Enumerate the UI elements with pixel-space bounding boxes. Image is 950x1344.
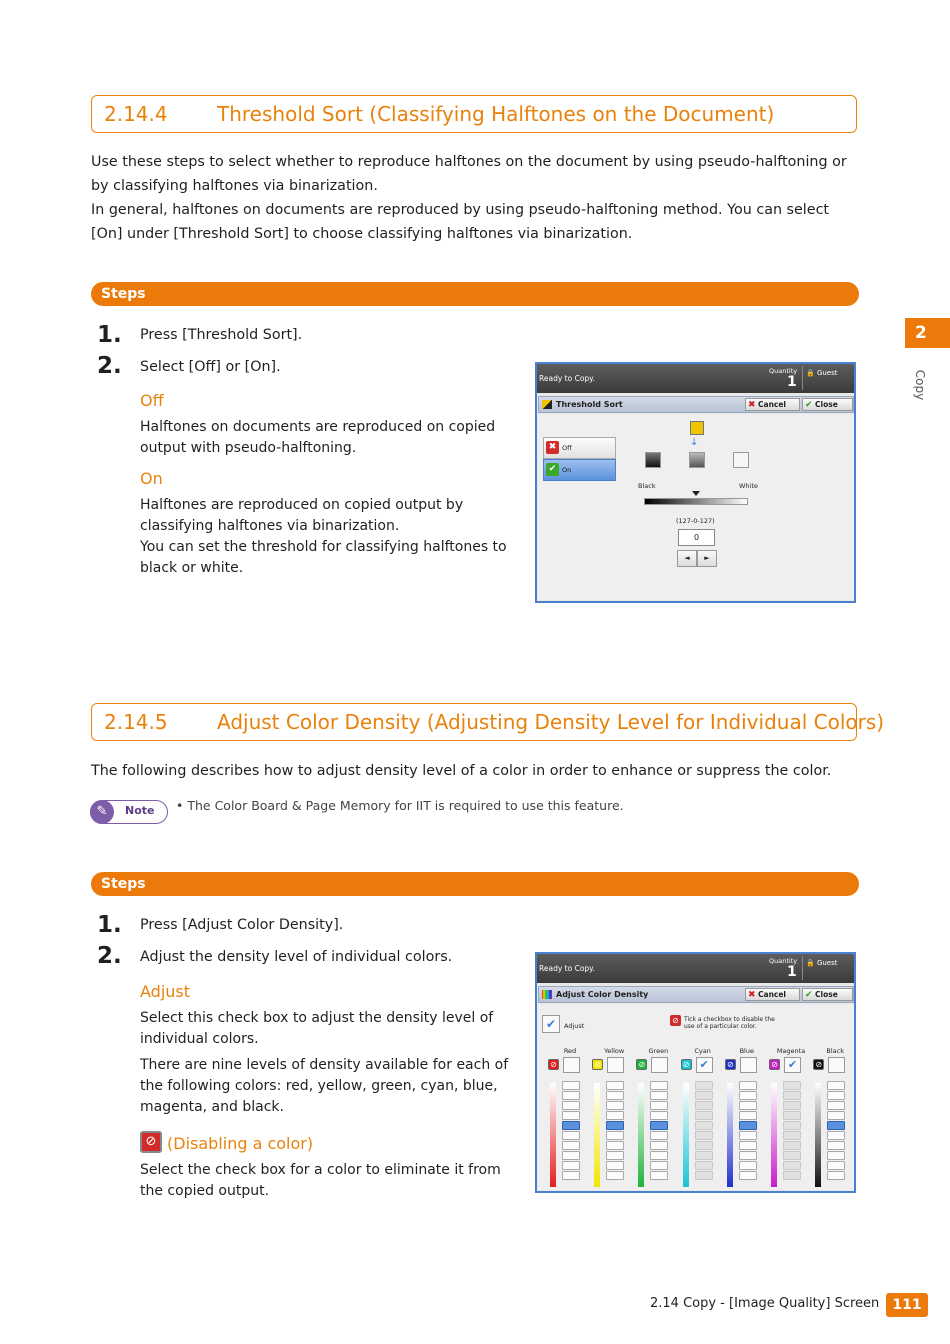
screen-title-bar [538,396,854,413]
density-level-button[interactable] [827,1161,845,1170]
screen-title: Threshold Sort [556,400,623,409]
density-level-button[interactable] [827,1151,845,1160]
option-title-on: On [140,469,163,488]
density-level-button[interactable] [739,1091,757,1100]
off-button[interactable] [543,437,616,459]
density-level-button[interactable] [562,1171,580,1180]
density-level-button[interactable] [606,1131,624,1140]
status-text: Ready to Copy. [539,374,595,383]
density-level-button[interactable] [783,1131,801,1140]
white-label: White [739,482,758,490]
density-level-button[interactable] [606,1081,624,1090]
chapter-label: Copy [913,369,928,401]
user-button[interactable] [802,956,852,980]
cancel-label: Cancel [758,400,787,409]
density-level-button[interactable] [562,1081,580,1090]
density-level-button[interactable] [606,1161,624,1170]
density-level-button[interactable] [695,1091,713,1100]
density-level-button[interactable] [650,1141,668,1150]
density-level-button[interactable] [739,1131,757,1140]
color-column-black [807,1047,851,1192]
threshold-range: (127-0-127) [676,517,715,525]
density-level-button[interactable] [650,1151,668,1160]
option-text-off [140,417,525,459]
color-density-gradient [727,1083,733,1187]
user-icon: 🔒 [806,369,815,377]
original-image-icon [690,421,704,435]
density-level-stack [650,1081,668,1181]
disable-color-icon: ⊘ [592,1059,603,1070]
density-level-button[interactable] [783,1161,801,1170]
density-level-button[interactable] [827,1101,845,1110]
screen-status-bar [537,364,854,393]
screen-content [538,414,854,600]
color-label: Black [826,1047,844,1055]
note-text-content: The Color Board & Page Memory for IIT is required to use this feature. [187,798,624,813]
density-level-button[interactable] [695,1111,713,1120]
density-level-button[interactable] [739,1121,757,1130]
density-level-button[interactable] [650,1101,668,1110]
screen-title-bar [538,986,854,1003]
step-number: 1. [97,912,122,938]
adjust-color-density-screen [535,952,856,1193]
density-level-button[interactable] [827,1131,845,1140]
section-title: Adjust Color Density (Adjusting Density Level for Individual Colors) [217,710,885,734]
quantity-value: 1 [787,374,797,390]
steps-bar: Steps [91,282,859,306]
color-label: Yellow [604,1047,625,1055]
option-title-adjust: Adjust [140,982,191,1001]
cancel-label: Cancel [758,990,787,999]
close-button[interactable] [802,988,853,1001]
color-density-gradient [683,1083,689,1187]
density-level-button[interactable] [827,1081,845,1090]
density-level-stack [783,1081,801,1181]
density-level-button[interactable] [562,1121,580,1130]
option-paragraph: Halftones are reproduced on copied output by classifying halftones via binarization. [140,497,464,534]
color-label: Blue [739,1047,754,1055]
option-paragraph: Halftones on documents are reproduced on copied output with pseudo-halftoning. [140,419,496,456]
density-level-button[interactable] [562,1131,580,1140]
density-level-button[interactable] [606,1151,624,1160]
user-icon: 🔒 [806,959,815,967]
density-level-button[interactable] [739,1141,757,1150]
off-label: Off [562,444,572,452]
density-level-button[interactable] [783,1151,801,1160]
disable-color-icon: ⊘ [548,1059,559,1070]
disable-color-icon: ⊘ [681,1059,692,1070]
density-level-button[interactable] [606,1091,624,1100]
user-label: Guest [816,369,838,377]
screen-title: Adjust Color Density [556,990,649,999]
color-column-magenta [763,1047,807,1192]
quantity-value: 1 [787,964,797,980]
density-level-button[interactable] [562,1161,580,1170]
close-button[interactable] [802,398,853,411]
color-density-gradient [550,1083,556,1187]
option-text-disabling [140,1160,525,1202]
density-level-button[interactable] [827,1171,845,1180]
cancel-button[interactable] [745,398,800,411]
step-number: 2. [97,353,122,379]
density-level-button[interactable] [606,1121,624,1130]
black-image-icon [645,452,661,468]
option-text-on [140,495,525,579]
density-level-button[interactable] [695,1121,713,1130]
section-intro [91,759,861,783]
density-level-button[interactable] [739,1161,757,1170]
option-title-disabling: (Disabling a color) [167,1134,314,1153]
density-level-button[interactable] [695,1141,713,1150]
disable-color-checkbox[interactable] [828,1057,845,1073]
adjust-label: Adjust [564,1022,585,1030]
threshold-gradient-bar [644,498,748,505]
density-level-button[interactable] [783,1171,801,1180]
note-badge [90,800,168,824]
density-level-button[interactable] [695,1081,713,1090]
bullet-icon: • [176,798,188,813]
section-heading-adjust-color-density [91,703,885,741]
density-level-button[interactable] [606,1101,624,1110]
option-paragraph: You can set the threshold for classifying halftones to black or white. [140,539,507,576]
step-text: Press [Adjust Color Density]. [140,917,344,933]
density-level-button[interactable] [783,1111,801,1120]
density-level-button[interactable] [695,1161,713,1170]
cancel-button[interactable] [745,988,800,1001]
color-label: Cyan [694,1047,711,1055]
halftone-image-icon [689,452,705,468]
section-number: 2.14.4 [104,102,168,126]
increase-button[interactable]: ► [697,550,717,567]
intro-paragraph: Use these steps to select whether to reproduce halftones on the document by using pseudo-halftoning or by classifying halftones via binarization. [91,154,847,194]
density-level-button[interactable] [562,1111,580,1120]
section-title: Threshold Sort (Classifying Halftones on the Document) [217,102,775,126]
density-level-button[interactable] [739,1151,757,1160]
footer-section-title: 2.14 Copy - [Image Quality] Screen [650,1296,880,1311]
close-label: Close [815,990,838,999]
density-level-button[interactable] [783,1141,801,1150]
density-level-button[interactable] [650,1091,668,1100]
disable-color-checkbox[interactable]: ✔ [784,1057,801,1073]
note-text [176,798,624,813]
disable-color-icon: ⊘ [813,1059,824,1070]
density-level-button[interactable] [783,1101,801,1110]
density-level-button[interactable] [783,1091,801,1100]
step-text: Select [Off] or [On]. [140,359,281,375]
disable-color-icon: ⊘ [636,1059,647,1070]
density-level-stack [562,1081,580,1181]
density-level-button[interactable] [695,1101,713,1110]
option-title-off: Off [140,391,164,410]
threshold-sort-icon [542,400,552,409]
color-columns [538,1047,854,1192]
intro-paragraph: In general, halftones on documents are reproduced by using pseudo-halftoning method. You can select [On] under [Threshold Sort] to choose classifying halftones via binarization. [91,202,830,242]
screen-content [538,1004,854,1190]
density-level-button[interactable] [650,1171,668,1180]
close-icon: ✔ [805,400,813,410]
density-level-button[interactable] [562,1091,580,1100]
density-level-button[interactable] [695,1171,713,1180]
disable-color-checkbox[interactable]: ✔ [696,1057,713,1073]
black-label: Black [638,482,656,490]
density-level-button[interactable] [606,1141,624,1150]
color-density-gradient [594,1083,600,1187]
threshold-value-field[interactable]: 0 [678,529,715,546]
color-label: Red [563,1047,577,1055]
color-label: Green [648,1047,669,1055]
intro-paragraph: The following describes how to adjust density level of a color in order to enhance or suppress the color. [91,763,832,779]
on-label: On [562,466,572,474]
pencil-icon: ✎ [90,800,114,824]
step-text: Adjust the density level of individual colors. [140,949,453,965]
step-number: 1. [97,322,122,348]
density-level-button[interactable] [562,1141,580,1150]
density-level-button[interactable] [650,1081,668,1090]
user-label: Guest [816,959,838,967]
density-level-button[interactable] [650,1111,668,1120]
quantity-label: Quantity [769,957,798,965]
density-level-button[interactable] [695,1151,713,1160]
user-button[interactable] [802,366,852,390]
steps-bar: Steps [91,872,859,896]
threshold-sort-screen [535,362,856,603]
density-level-stack [827,1081,845,1181]
status-text: Ready to Copy. [539,964,595,973]
chapter-badge: 2 [905,318,950,348]
density-level-button[interactable] [827,1141,845,1150]
disable-color-checkbox[interactable] [651,1057,668,1073]
density-level-button[interactable] [739,1171,757,1180]
density-level-button[interactable] [739,1081,757,1090]
color-density-gradient [815,1083,821,1187]
page-number: 111 [886,1293,928,1317]
on-button[interactable] [543,459,616,481]
density-level-button[interactable] [650,1161,668,1170]
density-level-button[interactable] [827,1091,845,1100]
disable-tip: Tick a checkbox to disable the use of a particular color. [684,1016,775,1030]
adjust-checkbox[interactable]: ✔ [542,1015,560,1033]
disable-color-icon: ⊘ [725,1059,736,1070]
section-number: 2.14.5 [104,710,168,734]
color-column-red [542,1047,586,1192]
density-level-button[interactable] [783,1121,801,1130]
density-level-button[interactable] [606,1171,624,1180]
color-column-blue [719,1047,763,1192]
density-level-button[interactable] [827,1111,845,1120]
density-level-button[interactable] [650,1131,668,1140]
color-density-gradient [771,1083,777,1187]
disable-color-checkbox[interactable] [740,1057,757,1073]
color-column-green [630,1047,674,1192]
close-icon: ✔ [805,990,813,1000]
section-intro [91,150,861,246]
disable-color-icon: ⊘ [140,1131,162,1153]
step-number: 2. [97,943,122,969]
color-column-cyan [675,1047,719,1192]
option-paragraph: Select this check box to adjust the density level of individual colors. [140,1010,494,1047]
density-level-button[interactable] [562,1151,580,1160]
density-level-button[interactable] [562,1101,580,1110]
decrease-button[interactable]: ◄ [677,550,697,567]
density-level-stack [739,1081,757,1181]
arrow-down-icon: ↓ [690,437,699,448]
on-icon: ✔ [546,463,559,476]
cancel-icon: ✖ [748,990,756,1000]
color-density-icon [542,990,552,999]
quantity-label: Quantity [769,367,798,375]
color-column-yellow [586,1047,630,1192]
density-level-button[interactable] [695,1131,713,1140]
disable-color-icon: ⊘ [769,1059,780,1070]
density-level-stack [695,1081,713,1181]
off-icon: ✖ [546,441,559,454]
threshold-marker-icon [692,491,700,496]
white-image-icon [733,452,749,468]
disable-color-checkbox[interactable] [607,1057,624,1073]
option-paragraph: Select the check box for a color to eliminate it from the copied output. [140,1162,501,1199]
note-label: Note [125,804,155,817]
density-level-button[interactable] [783,1081,801,1090]
density-level-button[interactable] [606,1111,624,1120]
density-level-button[interactable] [827,1121,845,1130]
step-text: Press [Threshold Sort]. [140,327,303,343]
cancel-icon: ✖ [748,400,756,410]
option-paragraph: There are nine levels of density available for each of the following colors: red, yellow, green, cyan, blue, magenta, and black. [140,1057,509,1115]
screen-status-bar [537,954,854,983]
close-label: Close [815,400,838,409]
color-label: Magenta [776,1047,806,1055]
density-level-stack [606,1081,624,1181]
density-level-button[interactable] [739,1101,757,1110]
option-text-adjust [140,1008,525,1118]
density-level-button[interactable] [739,1111,757,1120]
disable-color-icon: ⊘ [670,1015,681,1026]
density-level-button[interactable] [650,1121,668,1130]
section-heading-threshold-sort [91,95,857,133]
disable-color-checkbox[interactable] [563,1057,580,1073]
color-density-gradient [638,1083,644,1187]
